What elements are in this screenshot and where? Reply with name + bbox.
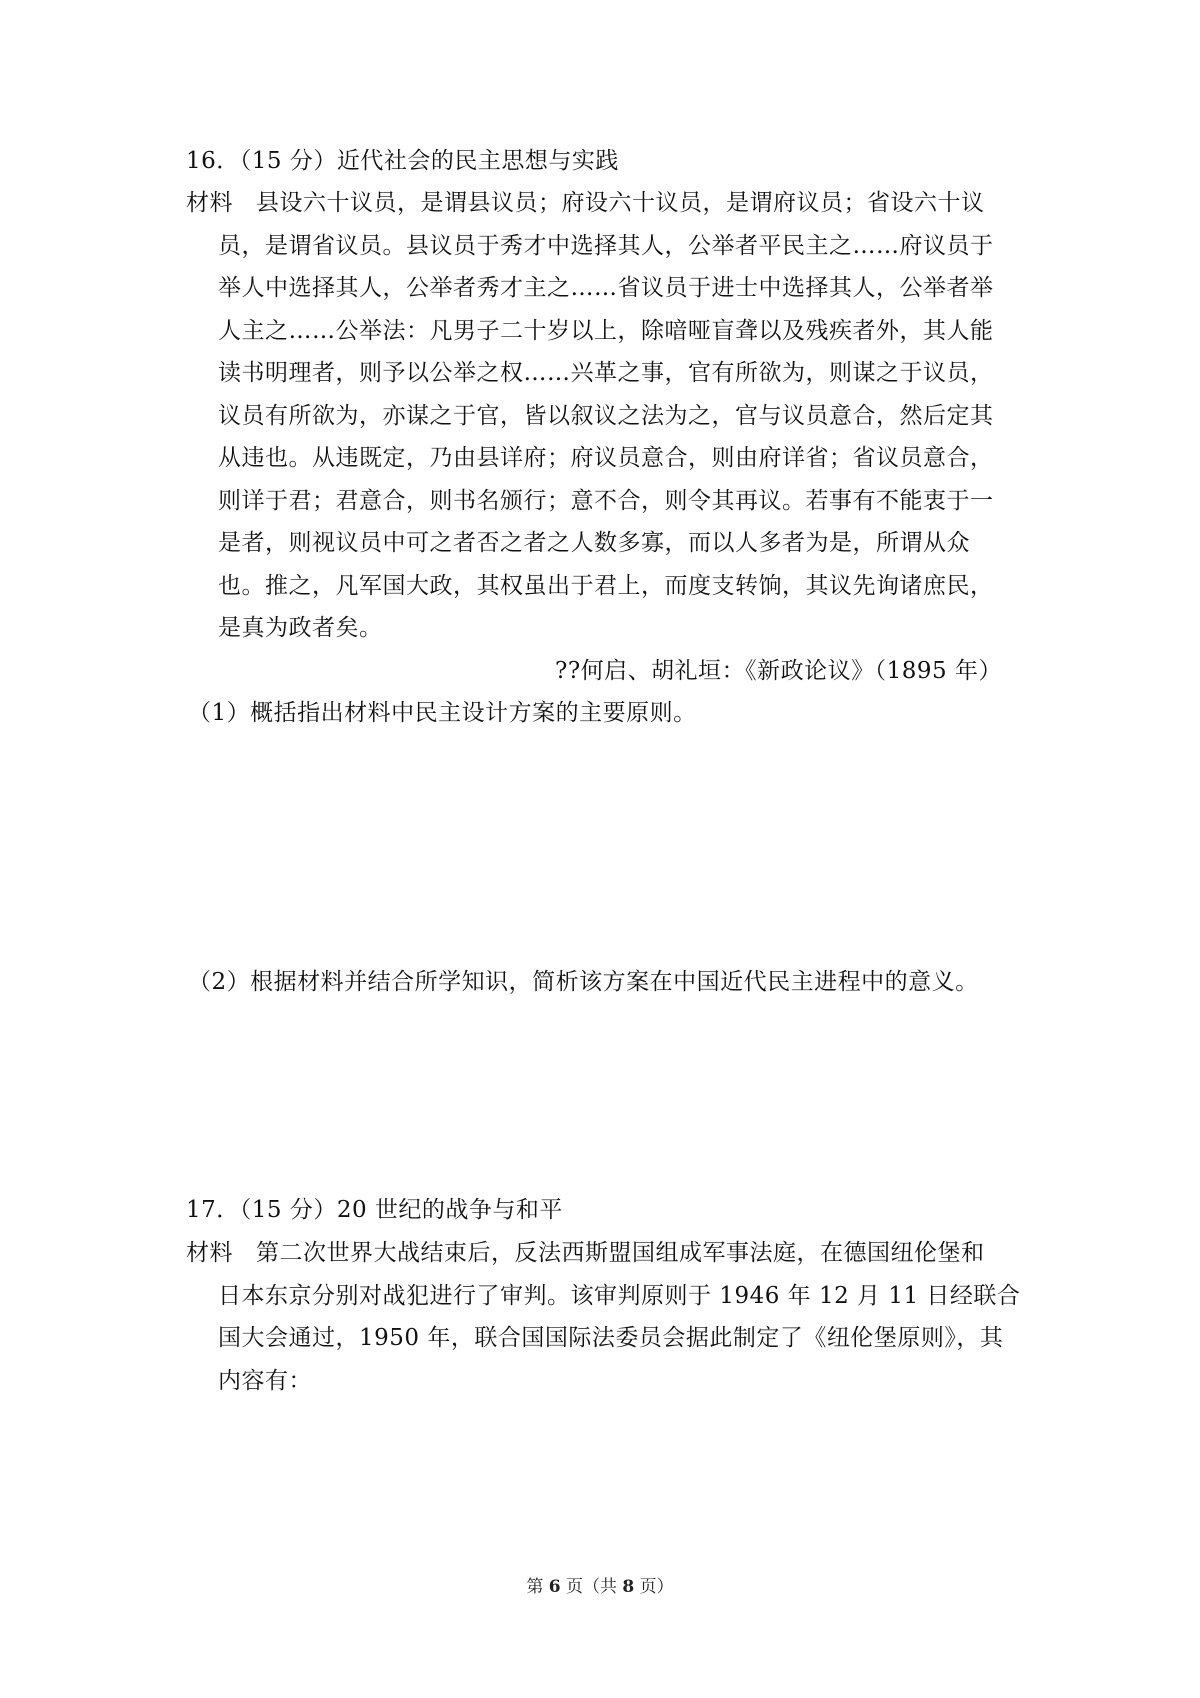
- material-text-line: 国大会通过，1950 年，联合国国际法委员会据此制定了《纽伦堡原则》，其: [218, 1325, 1004, 1351]
- footer-middle: 页（共: [566, 1577, 617, 1597]
- question-16-heading: 16．（15 分）近代社会的民主思想与实践: [186, 148, 619, 174]
- material-text-line: 员，是谓省议员。县议员于秀才中选择其人，公举者平民主之……府议员于: [218, 233, 994, 259]
- total-page-number: 8: [622, 1577, 635, 1597]
- material-text-line: 议员有所欲为，亦谋之于官，皆以叙议之法为之，官与议员意合，然后定其: [218, 403, 994, 429]
- question-16-part-1: （1）概括指出材料中民主设计方案的主要原则。: [188, 700, 697, 726]
- material-text-line: 是者，则视议员中可之者否之者之人数多寡，而以人多者为是，所谓从众: [218, 530, 970, 556]
- question-17-heading: 17．（15 分）20 世纪的战争与和平: [186, 1197, 563, 1223]
- footer-prefix: 第: [526, 1577, 544, 1597]
- material-text-line: 读书明理者，则予以公举之权……兴革之事，官有所欲为，则谋之于议员，: [218, 360, 994, 386]
- material-text-line: 县设六十议员，是谓县议员；府设六十议员，是谓府议员；省设六十议: [256, 190, 985, 216]
- material-text-line: 日本东京分别对战犯进行了审判。该审判原则于 1946 年 12 月 11 日经联合: [218, 1283, 1021, 1309]
- material-text-line: 则详于君；君意合，则书名颁行；意不合，则令其再议。若事有不能衷于一: [218, 488, 994, 514]
- question-17-material-first-line: [186, 1238, 985, 1268]
- material-source: ??何启、胡礼垣：《新政论议》（1895 年）: [555, 658, 1003, 684]
- material-label: 材料: [186, 1240, 233, 1266]
- footer-suffix: 页）: [639, 1577, 674, 1597]
- material-text-line: 人主之……公举法：凡男子二十岁以上，除喑哑盲聋以及残疾者外，其人能: [218, 318, 994, 344]
- question-16-material-first-line: [186, 188, 985, 218]
- material-text-line: 也。推之，凡军国大政，其权虽出于君上，而度支转饷，其议先询诸庶民，: [218, 573, 994, 599]
- material-text-line: 第二次世界大战结束后，反法西斯盟国组成军事法庭，在德国纽伦堡和: [256, 1240, 985, 1266]
- current-page-number: 6: [548, 1577, 561, 1597]
- material-text-line: 举人中选择其人，公举者秀才主之……省议员于进士中选择其人，公举者举: [218, 275, 994, 301]
- material-text-line: 内容有：: [218, 1368, 312, 1394]
- question-16-part-2: （2）根据材料并结合所学知识，简析该方案在中国近代民主进程中的意义。: [188, 969, 979, 995]
- page-footer: [0, 1575, 1200, 1599]
- material-text-line: 是真为政者矣。: [218, 615, 383, 641]
- material-text-line: 从违也。从违既定，乃由县详府；府议员意合，则由府详省；省议员意合，: [218, 445, 994, 471]
- material-label: 材料: [186, 190, 233, 216]
